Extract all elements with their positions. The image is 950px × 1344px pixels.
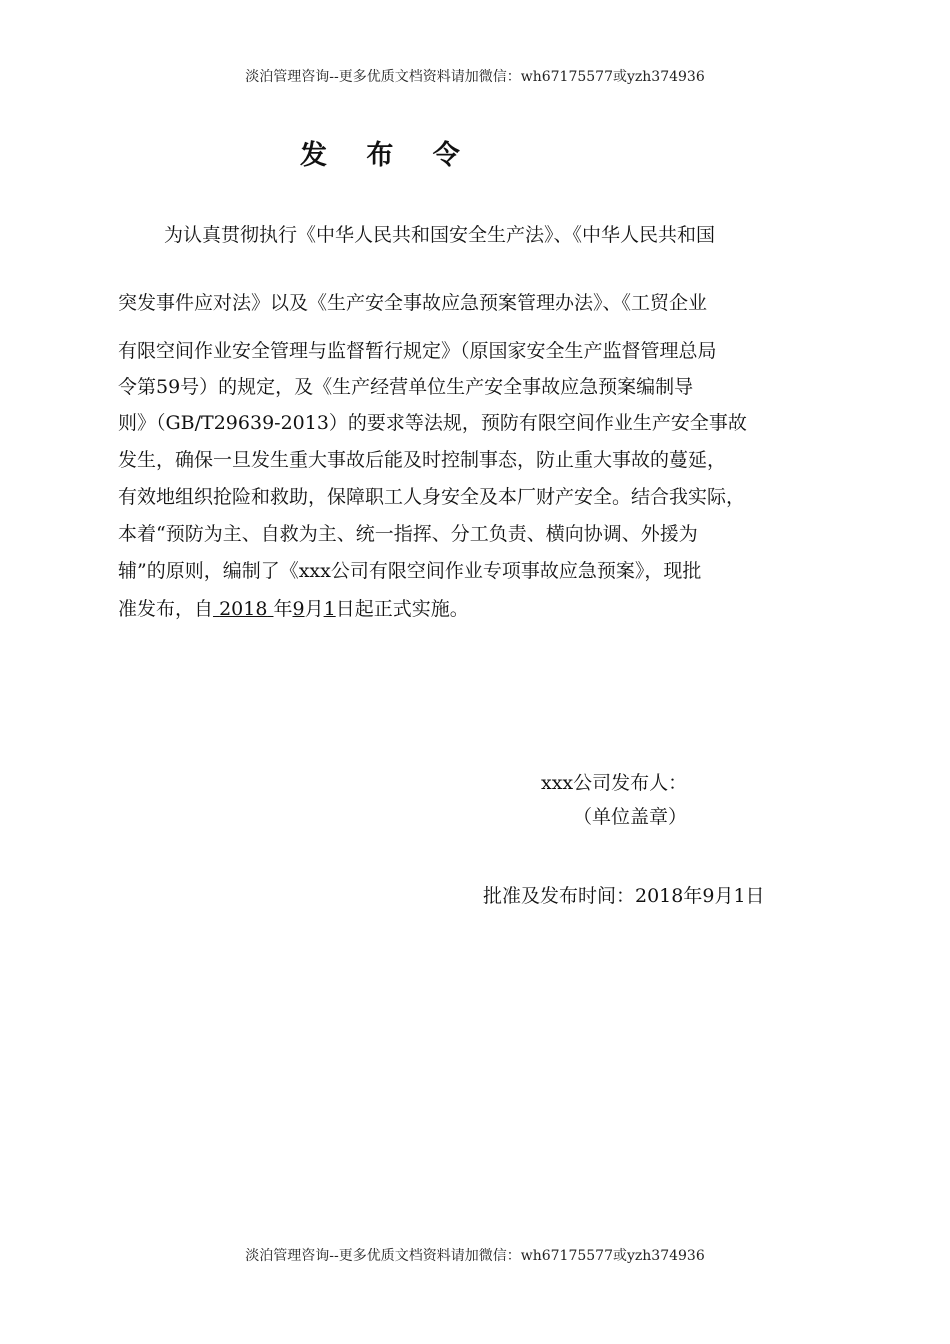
body-line-7: 有效地组织抢险和救助，保障职工人身安全及本厂财产安全。结合我实际，: [118, 486, 746, 508]
effective-day: 1: [323, 598, 336, 620]
body-line-4: 令第59号）的规定，及《生产经营单位生产安全事故应急预案编制导: [118, 376, 694, 398]
effective-year-unit: 年: [273, 598, 293, 620]
effective-suffix: 日起正式实施。: [335, 598, 469, 620]
body-line-10: [118, 594, 469, 621]
body-line-6: 发生，确保一旦发生重大事故后能及时控制事态，防止重大事故的蔓延，: [118, 449, 727, 471]
effective-month: 9: [292, 598, 305, 620]
signature-company: xxx公司发布人：: [541, 772, 688, 794]
body-line-8: 本着“预防为主、自救为主、统一指挥、分工负责、横向协调、外援为: [118, 523, 698, 545]
effective-month-unit: 月: [304, 598, 324, 620]
signature-seal: （单位盖章）: [573, 806, 688, 828]
body-line-1: 为认真贯彻执行《中华人民共和国安全生产法》、《中华人民共和国: [164, 224, 716, 246]
body-line-5: 则》（GB/T29639-2013）的要求等法规，预防有限空间作业生产安全事故: [118, 412, 747, 434]
body-line-9: 辅”的原则，编制了《xxx公司有限空间作业专项事故应急预案》，现批: [118, 560, 702, 582]
effective-year: 2018: [219, 598, 268, 620]
document-title: 发 布 令: [300, 140, 475, 171]
body-line-2: 突发事件应对法》以及《生产安全事故应急预案管理办法》、《工贸企业: [118, 292, 708, 314]
page-footer: 淡泊管理咨询--更多优质文档资料请加微信：wh67175577或yzh374936: [245, 1248, 705, 1264]
page-header: 淡泊管理咨询--更多优质文档资料请加微信：wh67175577或yzh374936: [245, 69, 705, 85]
effective-prefix: 准发布，自: [118, 598, 214, 620]
body-line-3: 有限空间作业安全管理与监督暂行规定》（原国家安全生产监督管理总局: [118, 340, 717, 362]
signature-date: 批准及发布时间：2018年9月1日: [483, 885, 765, 907]
